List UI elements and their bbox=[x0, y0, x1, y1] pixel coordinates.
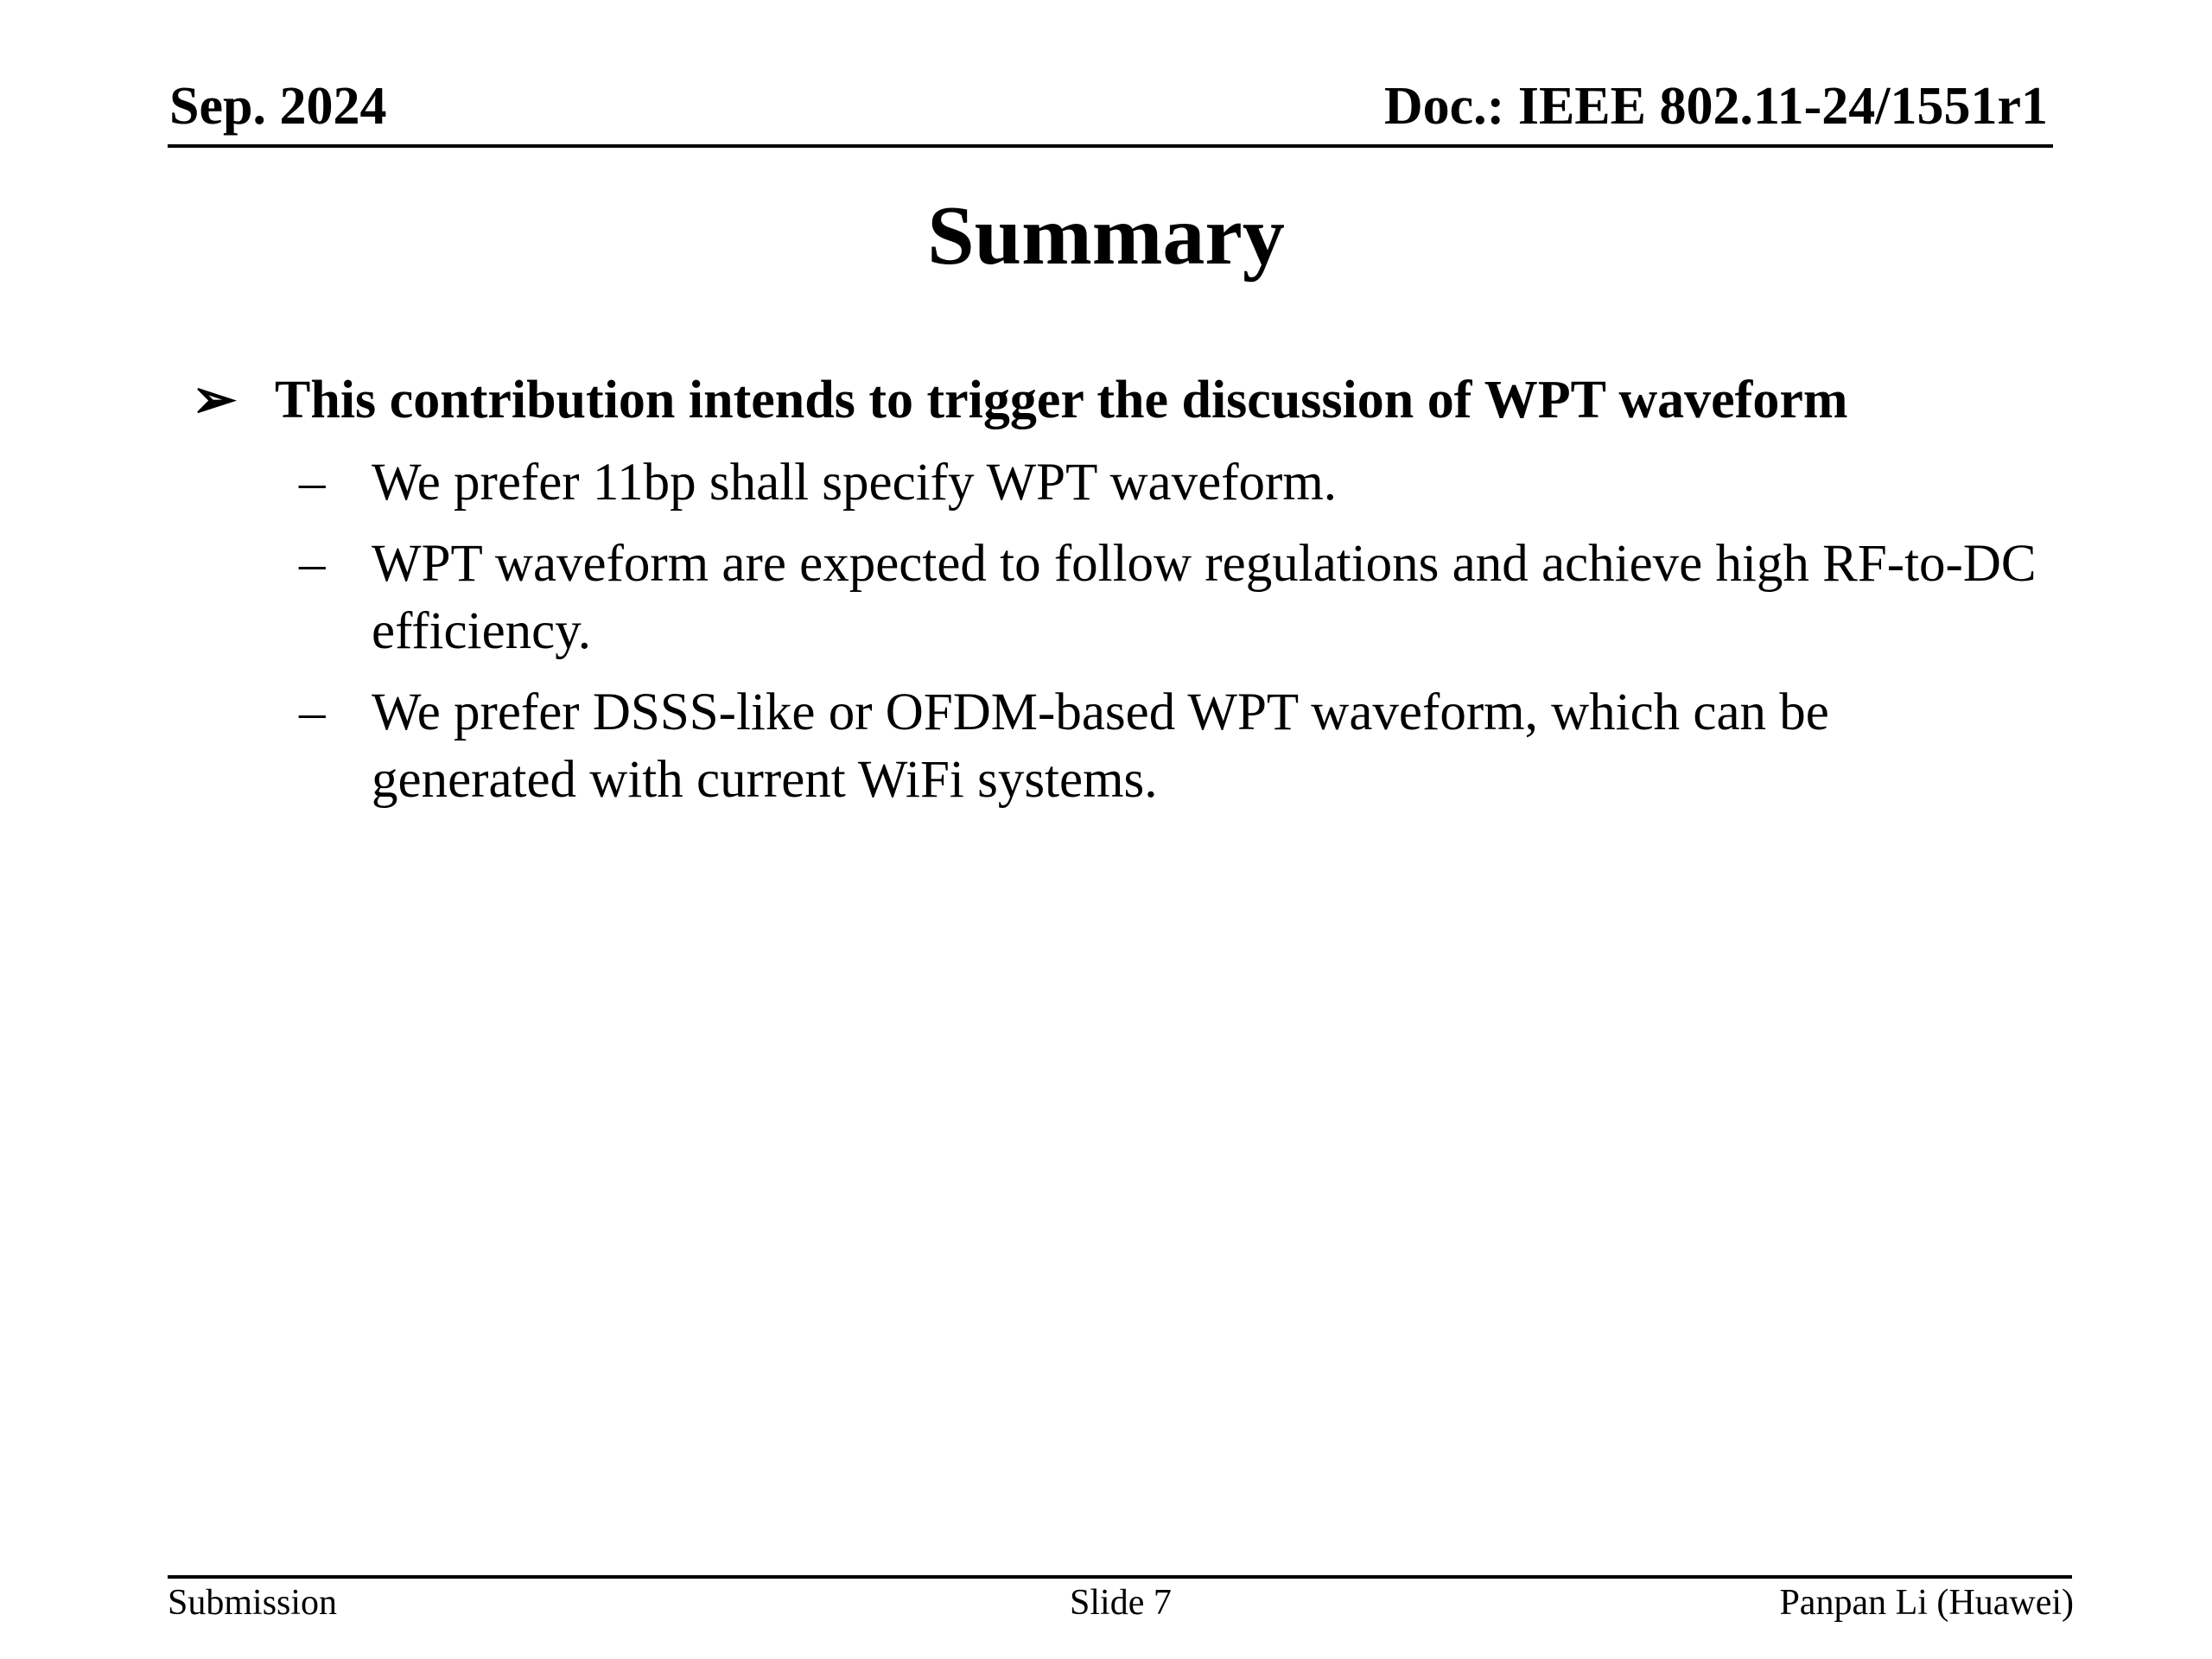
sub-bullet-text: WPT waveform are expected to follow regulations and achieve high RF-to-DC efficiency. bbox=[372, 535, 2037, 660]
footer-slide-number: Slide 7 bbox=[1070, 1583, 1172, 1623]
sub-bullet-list bbox=[294, 449, 2037, 828]
sub-bullet-text: We prefer 11bp shall specify WPT waveform. bbox=[372, 454, 1338, 512]
dash-bullet-icon: – bbox=[299, 683, 326, 741]
footer-submission: Submission bbox=[168, 1583, 338, 1623]
header-doc-id: Doc.: IEEE 802.11-24/1551r1 bbox=[1383, 77, 2048, 136]
dash-bullet-icon: – bbox=[299, 454, 326, 512]
sub-bullet-text: We prefer DSSS-like or OFDM-based WPT waveform, which can be generated with current WiFi systems. bbox=[372, 683, 1829, 809]
header-date: Sep. 2024 bbox=[169, 77, 387, 136]
footer-author: Panpan Li (Huawei) bbox=[1779, 1583, 2074, 1623]
main-bullet-text: This contribution intends to trigger the discussion of WPT waveform bbox=[275, 371, 1848, 429]
header-divider bbox=[168, 144, 2053, 148]
slide-title: Summary bbox=[927, 189, 1285, 283]
arrow-bullet-icon: ➢ bbox=[192, 371, 237, 429]
sub-bullet-item bbox=[294, 531, 2037, 665]
sub-bullet-item bbox=[294, 679, 2022, 814]
dash-bullet-icon: – bbox=[299, 535, 326, 593]
sub-bullet-item bbox=[294, 449, 2022, 517]
footer-divider bbox=[168, 1575, 2072, 1579]
